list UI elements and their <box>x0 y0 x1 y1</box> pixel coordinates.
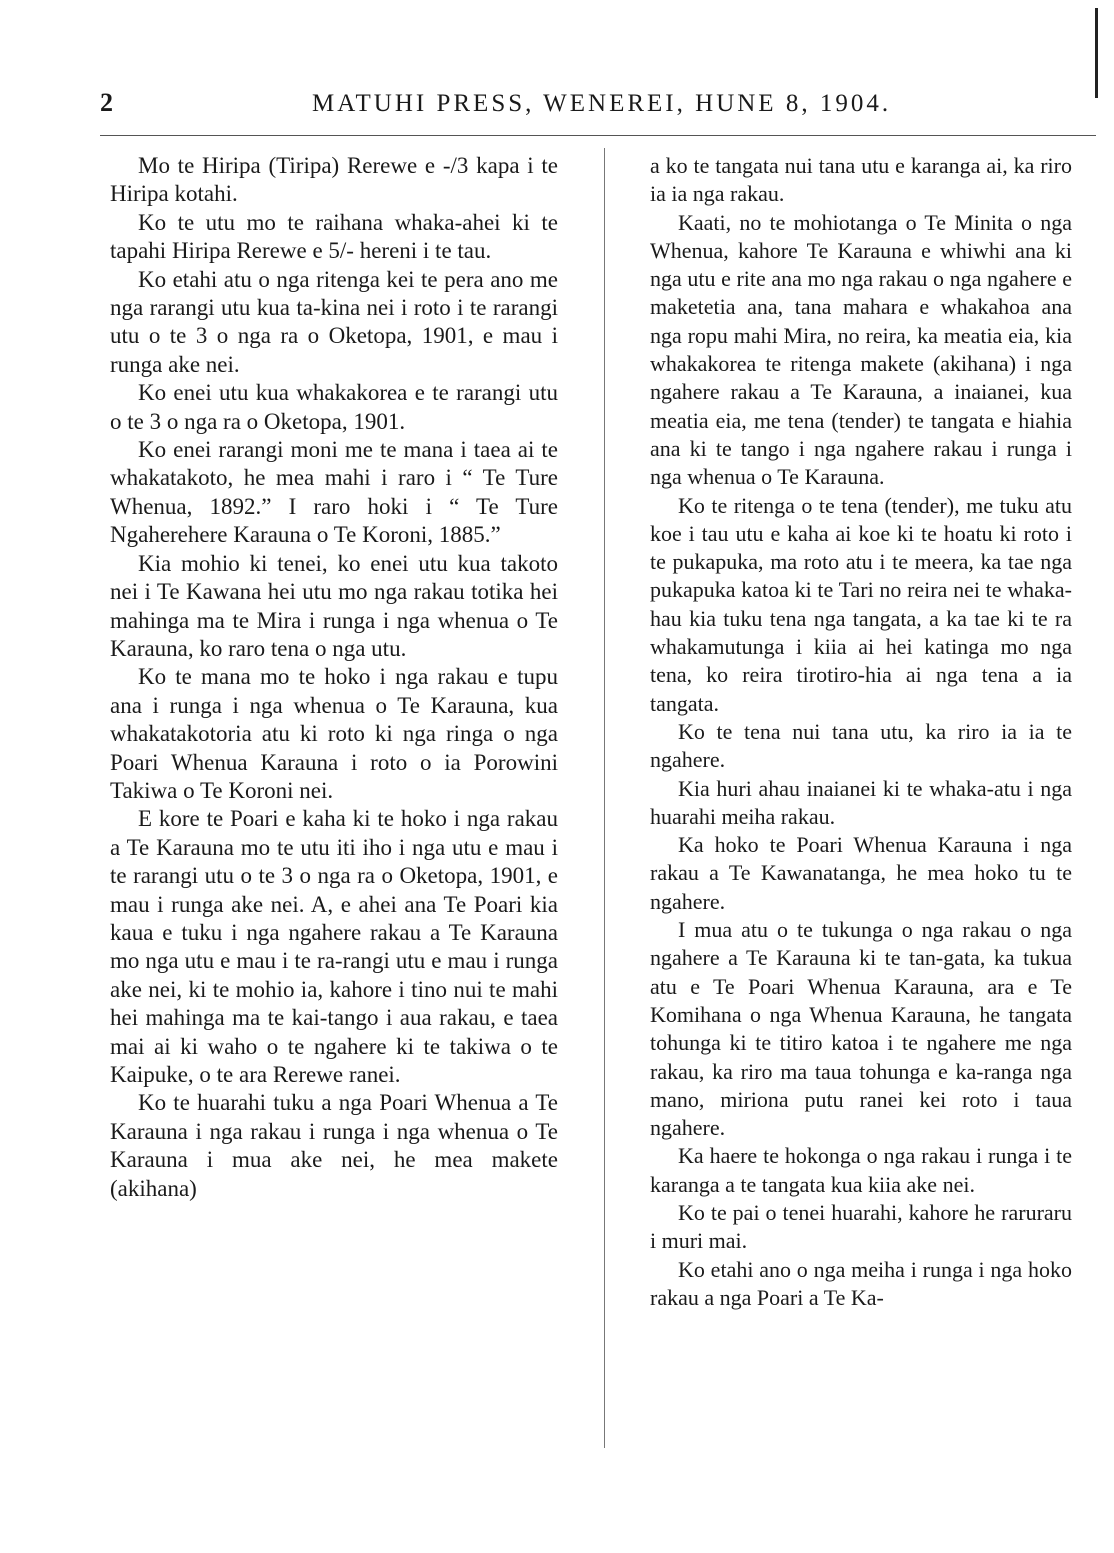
paragraph: Ko te tena nui tana utu, ka riro ia ia te ngahere. <box>650 718 1072 773</box>
header-divider <box>100 135 1096 136</box>
paragraph-continued: a ko te tangata nui tana utu e karanga ai, ka riro ia ia nga rakau. <box>650 153 1072 207</box>
paragraph: Ka haere te hokonga o nga rakau i runga i te karanga a te tangata kua kiia ake nei. <box>650 1143 1072 1197</box>
page-number: 2 <box>100 88 113 117</box>
paragraph: Ko enei rarangi moni me te mana i taea ai te whakatakoto, he mea mahi i raro i “ Te Ture Whenua, 1892.” I raro hoki i “ Te Ture Ngaherehere Karauna o Te Koroni, 1885.” <box>110 437 558 548</box>
paragraph: E kore te Poari e kaha ki te hoko i nga rakau a Te Karauna mo te utu iti iho i nga utu e mau i te rarangi utu o te 3 o nga ra o Oketopa, 1901, e mau i runga ake nei. A, e ahei ana Te Poari kia kaua e tuku i nga ngahere rakau a Te Karauna mo nga utu e mau i te ra-rangi utu e mau i runga ake nei, ki te mohio ia, kahore i tino nui te mahi hei mahinga ma te kai-tango i aua rakau, e taea mai ai ki waho o te ngahere ki te takiwa o te Kaipuke, o te ara Rerewe ranei. <box>110 806 558 1087</box>
page-header <box>100 88 1090 124</box>
paragraph: Ko te ritenga o te tena (tender), me tuku atu koe i tau utu e kaha ai koe ki te hoatu ki roto i te pukapuka, ma roto atu i te meera, ka tae nga pukapuka katoa ki te Tari no reira nei te whaka-hau kia tuku tena nga tangata, a ka tae ki te ra whakamutunga i kiia ai hei katinga mo nga tena, ko reira tirotiro-hia ai nga tena a ia tangata. <box>650 492 1072 716</box>
paragraph: Ko te utu mo te raihana whaka-ahei ki te tapahi Hiripa Rerewe e 5/- hereni i te tau. <box>110 209 558 264</box>
paragraph: I mua atu o te tukunga o nga rakau o nga ngahere a Te Karauna ki te tan-gata, ka tukua atu e Te Poari Whenua Karauna, ara e Te Komihana o nga Whenua Karauna, he tangata tohunga ki te titiro katoa i te ngahere me nga rakau, ka riro ma taua tohunga e ka-ranga nga mano, miriona putu ranei kei roto i taua ngahere. <box>650 917 1072 1141</box>
column-divider <box>604 148 605 1448</box>
paragraph: Ko te pai o tenei huarahi, kahore he raruraru i muri mai. <box>650 1199 1072 1254</box>
paragraph: Ko enei utu kua whakakorea e te rarangi utu o te 3 o nga ra o Oketopa, 1901. <box>110 380 558 434</box>
paragraph: Kia huri ahau inaianei ki te whaka-atu i nga huarahi meiha rakau. <box>650 775 1072 829</box>
paragraph: Kia mohio ki tenei, ko enei utu kua takoto nei i Te Kawana hei utu mo nga rakau totika hei mahinga ma te Mira i runga i nga whenua o Te Karauna, ko raro tena o nga utu. <box>110 550 558 661</box>
paragraph: Ko te huarahi tuku a nga Poari Whenua a Te Karauna i nga rakau i runga i nga whenua o Te Karauna i mua ake nei, he mea makete (akihana) <box>110 1090 558 1201</box>
page-edge-mark <box>1095 8 1098 98</box>
right-column <box>650 152 1072 1312</box>
paragraph: Ko te mana mo te hoko i nga rakau e tupu ana i runga i nga whenua o Te Karauna, kua whakatakotoria atu ki roto ki nga ringa o nga Poari Whenua Karauna i roto o ia Porowini Takiwa o Te Koroni nei. <box>110 664 558 803</box>
paragraph: Mo te Hiripa (Tiripa) Rerewe e -/3 kapa i te Hiripa kotahi. <box>110 153 558 207</box>
masthead: MATUHI PRESS, WENEREI, HUNE 8, 1904. <box>312 90 892 117</box>
paragraph: Kaati, no te mohiotanga o Te Minita o nga Whenua, kahore Te Karauna e whiwhi ana ki nga utu e rite ana mo nga rakau o nga ngahere e maketetia ana, tana mahara e whakahoa ana nga ropu mahi Mira, no reira, ka meatia eia, kia whakakorea te ritenga makete (akihana) i nga ngahere rakau a Te Karauna, a inaianei, kua meatia eia, me tena (tender) te tangata e hiahia ana ki te tango i nga ngahere rakau i runga i nga whenua o Te Karauna. <box>650 209 1072 490</box>
paragraph: Ko etahi ano o nga meiha i runga i nga hoko rakau a nga Poari a Te Ka- <box>650 1256 1072 1310</box>
left-column <box>110 152 558 1203</box>
paragraph: Ko etahi atu o nga ritenga kei te pera ano me nga rarangi utu kua ta-kina nei i roto i te rarangi utu o te 3 o nga ra o Oketopa, 1901, e mau i runga ake nei. <box>110 266 558 377</box>
paragraph: Ka hoko te Poari Whenua Karauna i nga rakau a Te Kawanatanga, he mea hoko tu te ngahere. <box>650 832 1072 914</box>
